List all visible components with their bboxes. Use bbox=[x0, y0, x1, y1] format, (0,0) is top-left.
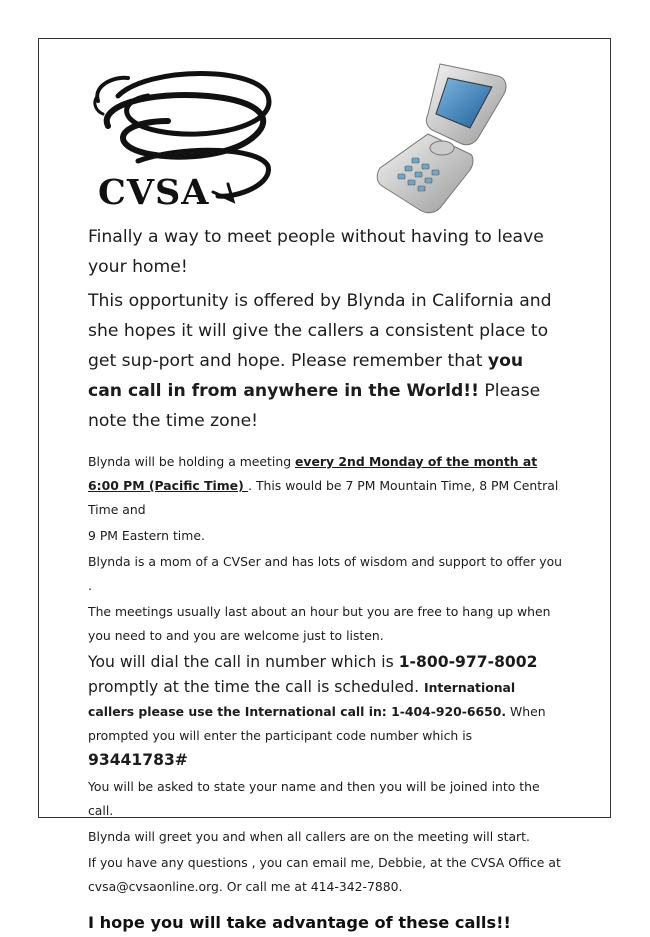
logo-text: CVSA bbox=[98, 172, 210, 213]
closing-line: I hope you will take advantage of these calls!! bbox=[88, 913, 511, 932]
duration-paragraph: The meetings usually last about an hour but you are free to hang up when you need to and you are welcome just to listen. bbox=[88, 604, 551, 643]
eastern-time-line: 9 PM Eastern time. bbox=[88, 528, 205, 543]
questions-paragraph: If you have any questions , you can email me, Debbie, at the CVSA Office at cvsa@cvsaonline.org. Or call me at 414-342-7880. bbox=[88, 855, 561, 894]
intro-line: Finally a way to meet people without having to leave your home! bbox=[88, 227, 544, 277]
mom-paragraph: Blynda is a mom of a CVSer and has lots of wisdom and support to offer you . bbox=[88, 554, 563, 593]
meeting-schedule: Blynda will be holding a meeting every 2nd Monday of the month at 6:00 PM (Pacific Time) . This would be 7 PM Mountain Time, 8 PM Central Time and bbox=[88, 454, 559, 517]
dial-in-paragraph: You will dial the call in number which is 1-800-977-8002 promptly at the time the call is scheduled. International callers please use the International call in: 1-404-920-6650. When prompted you will enter the participant code number which is 93441783# bbox=[88, 653, 546, 769]
flyer-body bbox=[88, 222, 563, 937]
greet-paragraph: Blynda will greet you and when all callers are on the meeting will start. bbox=[88, 829, 530, 844]
state-name-paragraph: You will be asked to state your name and then you will be joined into the call. bbox=[88, 779, 540, 818]
opportunity-paragraph: This opportunity is offered by Blynda in California and she hopes it will give the callers a consistent place to get sup-port and hope. Please remember that you can call in from anywhere in the World!! Please note the time zone! bbox=[88, 291, 552, 431]
flip-phone-image bbox=[370, 56, 520, 216]
